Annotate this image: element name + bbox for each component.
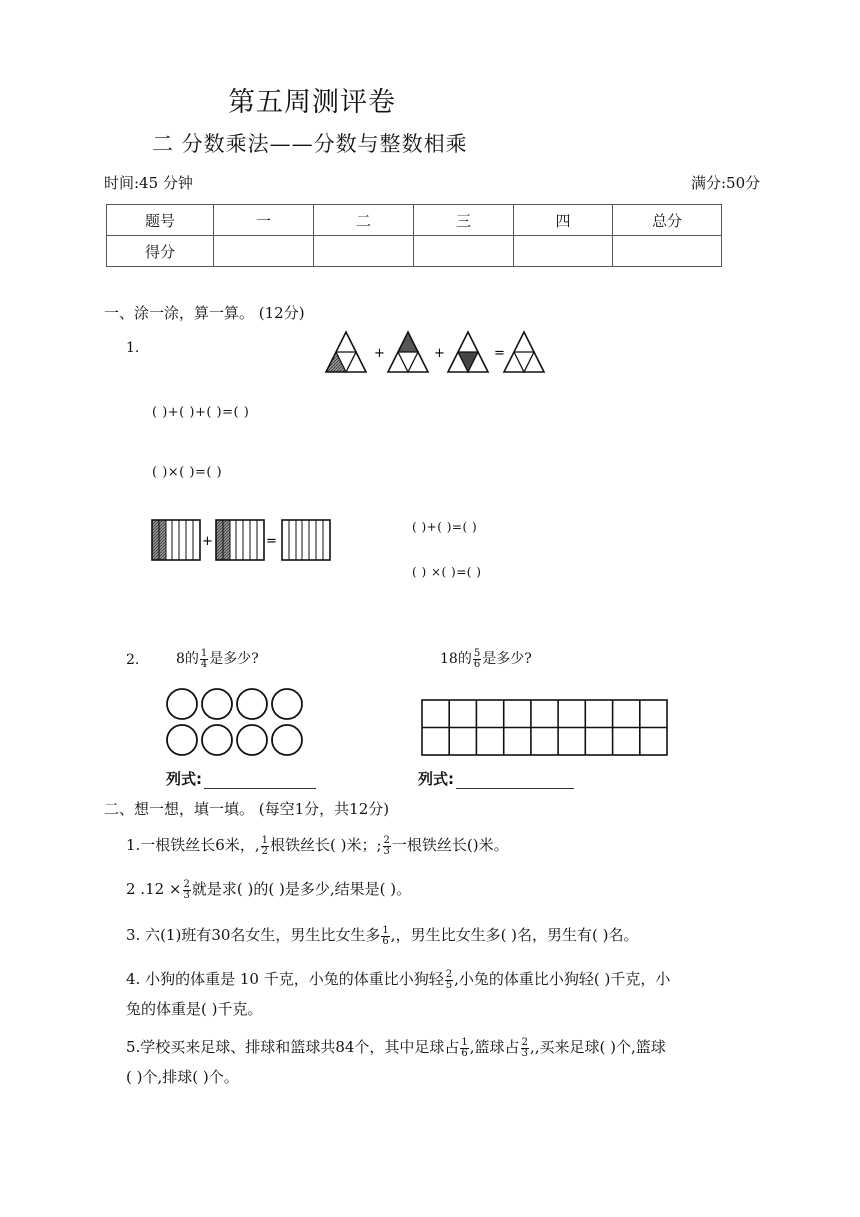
bar-addition-figure [150, 518, 332, 562]
fraction [445, 970, 453, 991]
table-header-cell: 三 [414, 205, 514, 236]
fraction-denominator: 5 [445, 979, 453, 991]
fraction-numerator: 5 [473, 647, 481, 659]
triangle-icon[interactable] [504, 332, 544, 372]
triangle-addition-figure [324, 330, 546, 374]
circle-icon[interactable] [272, 725, 302, 755]
table-header-cell: 二 [314, 205, 414, 236]
table-row [107, 236, 722, 267]
fraction-denominator: 3 [383, 845, 390, 857]
circle-icon[interactable] [272, 689, 302, 719]
formula-label: 列式: [418, 770, 454, 788]
fraction-denominator: 3 [521, 1047, 528, 1059]
fraction-numerator: 2 [383, 834, 390, 846]
fraction-denominator: 4 [200, 658, 208, 670]
question-2a [176, 648, 259, 670]
fraction-denominator: 6 [382, 935, 389, 947]
text: 18的 [440, 651, 472, 667]
table-header-cell: 四 [514, 205, 613, 236]
table-row [107, 205, 722, 236]
bar-icon [216, 520, 264, 560]
blank-add-three[interactable]: ( )+( )+( )=( ) [152, 405, 250, 420]
circle-icon[interactable] [202, 689, 232, 719]
circle-icon[interactable] [167, 725, 197, 755]
svg-text:+: + [434, 346, 445, 361]
text: ,篮球占 [469, 1038, 520, 1056]
formula-label: 列式: [166, 770, 202, 788]
circle-icon[interactable] [202, 725, 232, 755]
text: 8的 [176, 651, 199, 667]
fraction-denominator: 6 [473, 658, 481, 670]
text: ,，男生比女生多( )名，男生有( )名。 [390, 926, 639, 944]
fraction-denominator: 3 [183, 889, 190, 901]
fill-question-2[interactable] [126, 878, 411, 901]
score-cell[interactable] [314, 236, 414, 267]
score-cell[interactable] [613, 236, 722, 267]
fraction-numerator: 1 [382, 924, 389, 936]
formula-field-left[interactable] [166, 768, 316, 789]
fill-question-5[interactable] [126, 1036, 666, 1059]
fraction [200, 649, 208, 670]
time-limit: 时间:45 分钟 [104, 174, 193, 192]
bar-icon [152, 520, 200, 560]
fraction [473, 649, 481, 670]
table-header-cell: 题号 [107, 205, 214, 236]
question-number: 2. [126, 652, 140, 668]
text: 是多少? [482, 651, 532, 667]
page-subtitle: 二 分数乘法——分数与整数相乘 [152, 132, 468, 156]
fraction-denominator: 2 [261, 845, 268, 857]
question-2b [440, 648, 532, 670]
fraction [381, 926, 389, 947]
fraction-numerator: 1 [461, 1036, 468, 1048]
question-number: 1. [126, 340, 140, 356]
formula-field-right[interactable] [418, 768, 574, 789]
svg-text:+: + [374, 346, 385, 361]
text: 3. 六(1)班有30名女生，男生比女生多 [126, 926, 381, 944]
answer-line[interactable] [204, 774, 316, 789]
fill-question-4[interactable] [126, 968, 670, 991]
blank-add-two[interactable]: ( )+( )=( ) [412, 520, 478, 534]
text: ,小兔的体重比小狗轻( )千克，小 [454, 970, 671, 988]
score-cell[interactable] [414, 236, 514, 267]
triangle-icon [448, 332, 488, 372]
svg-text:=: = [266, 534, 277, 549]
text: 2 .12 × [126, 880, 182, 898]
text: 4. 小狗的体重是 10 千克，小兔的体重比小狗轻 [126, 970, 444, 988]
text: 就是求( )的( )是多少,结果是( )。 [191, 880, 412, 898]
fraction [460, 1038, 468, 1059]
section-2-title: 二、想一想，填一填。 (每空1分，共12分) [104, 800, 390, 818]
fraction [521, 1038, 529, 1059]
triangle-icon [388, 332, 428, 372]
text: ,,买来足球( )个,篮球 [529, 1038, 666, 1056]
answer-line[interactable] [456, 774, 574, 789]
blank-multiply-one[interactable]: ( )×( )=( ) [152, 465, 223, 480]
table-header-cell: 总分 [613, 205, 722, 236]
text: 根铁丝长( )米；; [270, 836, 382, 854]
fill-question-4-cont[interactable]: 兔的体重是( )千克。 [126, 1000, 263, 1018]
text: 一根铁丝长()米。 [391, 836, 509, 854]
text: 是多少? [209, 651, 259, 667]
triangle-icon [326, 332, 366, 372]
fraction-numerator: 1 [200, 647, 208, 659]
fill-question-5-cont[interactable]: ( )个,排球( )个。 [126, 1068, 239, 1086]
fraction-numerator: 2 [521, 1036, 528, 1048]
score-cell[interactable] [514, 236, 613, 267]
table-header-cell: 一 [214, 205, 314, 236]
table-row-label: 得分 [107, 236, 214, 267]
section-1-title: 一、涂一涂，算一算。 (12分) [104, 304, 305, 322]
text: 5.学校买来足球、排球和篮球共84个，其中足球占 [126, 1038, 460, 1056]
score-cell[interactable] [214, 236, 314, 267]
circles-figure [164, 686, 306, 758]
svg-text:+: + [202, 534, 213, 549]
circle-icon[interactable] [167, 689, 197, 719]
bar-icon[interactable] [282, 520, 330, 560]
svg-text:=: = [494, 346, 505, 361]
circle-icon[interactable] [237, 689, 267, 719]
blank-multiply-two[interactable]: ( ) ×( )=( ) [412, 565, 482, 579]
circle-icon[interactable] [237, 725, 267, 755]
full-score: 满分:50分 [691, 174, 761, 192]
fill-question-3[interactable] [126, 924, 639, 947]
page-title: 第五周测评卷 [228, 87, 396, 118]
fraction [261, 836, 269, 857]
score-table [106, 204, 722, 267]
fraction [183, 880, 191, 901]
fraction-numerator: 1 [261, 834, 268, 846]
fraction-numerator: 2 [183, 878, 190, 890]
fraction-denominator: 6 [461, 1047, 468, 1059]
fill-question-1[interactable] [126, 834, 509, 857]
fraction [383, 836, 391, 857]
fraction-numerator: 2 [445, 968, 453, 980]
grid-figure [420, 698, 670, 758]
text: 1.一根铁丝长6米，, [126, 836, 260, 854]
